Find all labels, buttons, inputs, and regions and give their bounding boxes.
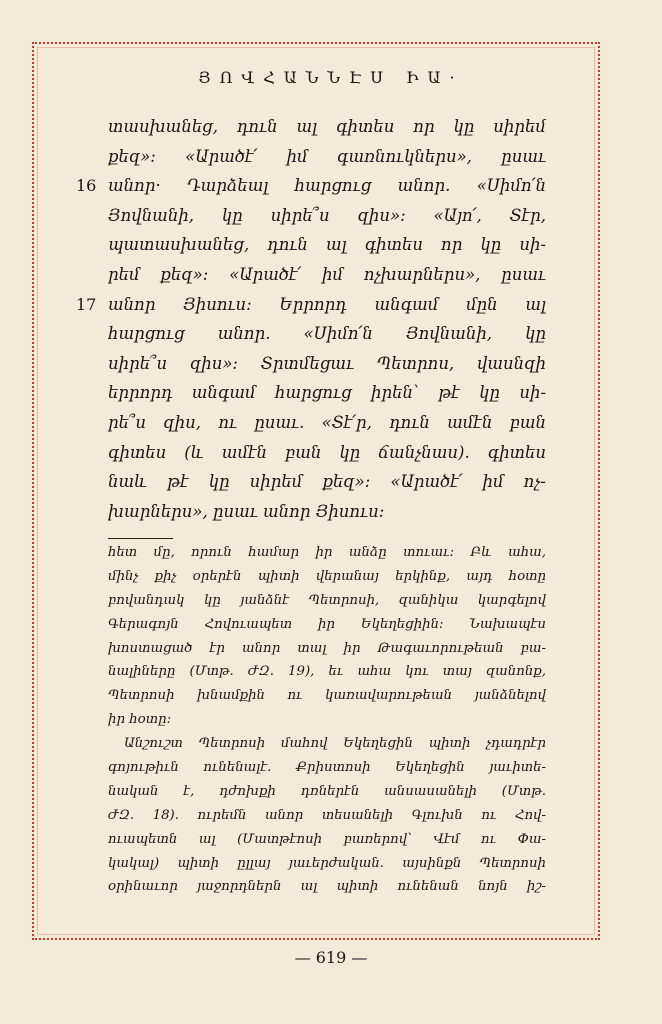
commentary-line: հետ մը, որուն համար իր անձը տուաւ: Բև ահա,: [108, 545, 546, 560]
commentary-line: Պետրոսի խնամքին ու կառավարութեան յանձնելով: [108, 688, 546, 704]
commentary-line: ուապետն ալ (Մատթէոսի բառերով՝ Վէմ ու Փա-: [108, 831, 546, 847]
text-line: րեմ քեզ»: «Արածէ՛ իմ ոչխարներս», ըսաւ: [108, 264, 546, 284]
text-line: նաև թէ կը սիրեմ քեզ»: «Արածէ՛ իմ ոչ-: [108, 472, 546, 492]
footnote-rule: [108, 538, 173, 539]
text-line: տասխանեց, դուն ալ գիտես որ կը սիրեմ: [108, 117, 546, 136]
commentary-line: նալիները (Մտթ. ԺԶ. 19), եւ ահա կու տայ զանոնք,: [108, 664, 546, 680]
text-line: սիրե՞ս զիս»: Տրտմեցաւ Պետրոս, վասնզի: [108, 353, 546, 373]
verse-number: 17: [76, 294, 97, 314]
text-line: երրորդ անգամ հարցուց իրեն՝ թէ կը սի-: [108, 383, 546, 403]
commentary-line: Գերագոյն Հովուապետ իր Եկեղեցիին: Նախապէս: [108, 616, 546, 632]
page-number: — 619 —: [294, 948, 368, 967]
running-head: ՅՈՎՀԱՆՆԷՍ ԻԱ·: [198, 68, 464, 87]
commentary-line: բովանդակ կը յանձնէ Պետրոսի, զանիկա կարգելով: [108, 592, 546, 608]
verse-number: 16: [76, 176, 97, 196]
text-line: Յովնանի, կը սիրե՞ս զիս»: «Այո՛, Տէր,: [108, 205, 546, 225]
commentary-block: [108, 541, 546, 899]
text-line: քեզ»: «Արածէ՛ իմ գառնուկներս», ըսաւ: [108, 146, 546, 166]
text-line: խարներս», ըսաւ անոր Յիսուս:: [108, 501, 385, 521]
text-line: անոր Յիսուս: Երրորդ անգամ մըն ալ: [108, 294, 546, 314]
commentary-line: իր հօտը:: [108, 712, 172, 728]
text-line: գիտես (և ամէն բան կը ճանչնաս). գիտես: [108, 442, 546, 462]
commentary-line: նական է, դժոխքի դռներէն անսասանելի (Մտթ.: [108, 783, 546, 799]
commentary-line: ԺԶ. 18). ուրեմն անոր տեսանելի Գլուխն ու Հով-: [108, 807, 546, 823]
main-text-block: [108, 112, 546, 526]
commentary-line: գոյութիւն ունենալէ. Քրիստոսի Եկեղեցին յաւիտե-: [108, 760, 546, 776]
commentary-line: Անշուշտ Պետրոսի մահով Եկեղեցին պիտի չդադրէր: [124, 736, 546, 752]
text-line: անոր· Դարձեալ հարցուց անոր. «Սիմո՛ն: [108, 176, 546, 196]
commentary-line: օրինաւոր յաջորդներն ալ պիտի ունենան նոյն իշ-: [108, 879, 546, 895]
commentary-line: կակալ) պիտի ըլլայ յաւերժական. այսինքն Պետրոսի: [108, 855, 546, 871]
commentary-line: մինչ քիչ օրերէն պիտի վերանայ երկինք, այդ հօտը: [108, 568, 546, 584]
text-line: պատասխանեց, դուն ալ գիտես որ կը սի-: [108, 235, 546, 255]
text-line: րե՞ս զիս, ու ըսաւ. «Տէ՛ր, դուն ամէն բան: [108, 412, 546, 432]
commentary-line: խոստացած էր անոր տալ իր Թագաւորութեան բա-: [108, 640, 546, 656]
text-line: հարցուց անոր. «Սիմո՛ն Յովնանի, կը: [108, 324, 546, 344]
